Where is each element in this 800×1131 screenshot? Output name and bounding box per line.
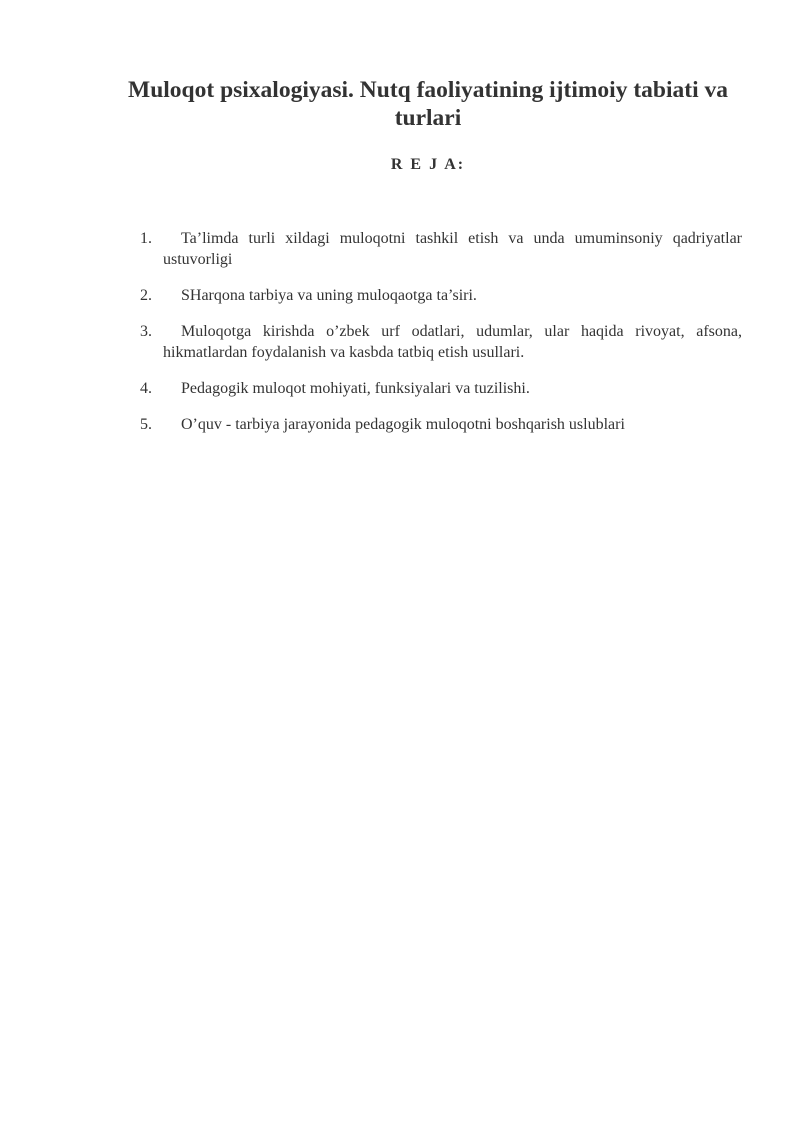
- plan-item-text: Ta’limda turli xildagi muloqotni tashkil etish va unda umuminsoniy qadriyatlar ustuvorligi: [163, 230, 742, 268]
- plan-item-number: 4.: [140, 380, 152, 397]
- plan-heading: R E J A:: [390, 156, 466, 173]
- plan-item-text: SHarqona tarbiya va uning muloqaotga ta’siri.: [181, 287, 477, 304]
- plan-list: [140, 228, 742, 450]
- plan-item-number: 1.: [140, 230, 152, 247]
- plan-item-number: 5.: [140, 416, 152, 433]
- plan-item-number: 2.: [140, 287, 152, 304]
- plan-item: [140, 414, 742, 435]
- plan-item-text: Muloqotga kirishda o’zbek urf odatlari, udumlar, ular haqida rivoyat, afsona, hikmatlardan foydalanish va kasbda tatbiq etish usullari.: [163, 323, 742, 361]
- plan-item: [140, 285, 742, 306]
- plan-item-number: 3.: [140, 323, 152, 340]
- plan-item: [140, 378, 742, 399]
- plan-item: [140, 321, 742, 363]
- plan-item-text: Pedagogik muloqot mohiyati, funksiyalari va tuzilishi.: [181, 380, 530, 397]
- plan-item-text: O’quv - tarbiya jarayonida pedagogik muloqotni boshqarish uslublari: [181, 416, 625, 433]
- plan-item: [140, 228, 742, 270]
- document-title: Muloqot psixalogiyasi. Nutq faoliyatining ijtimoiy tabiati va turlari: [128, 77, 728, 131]
